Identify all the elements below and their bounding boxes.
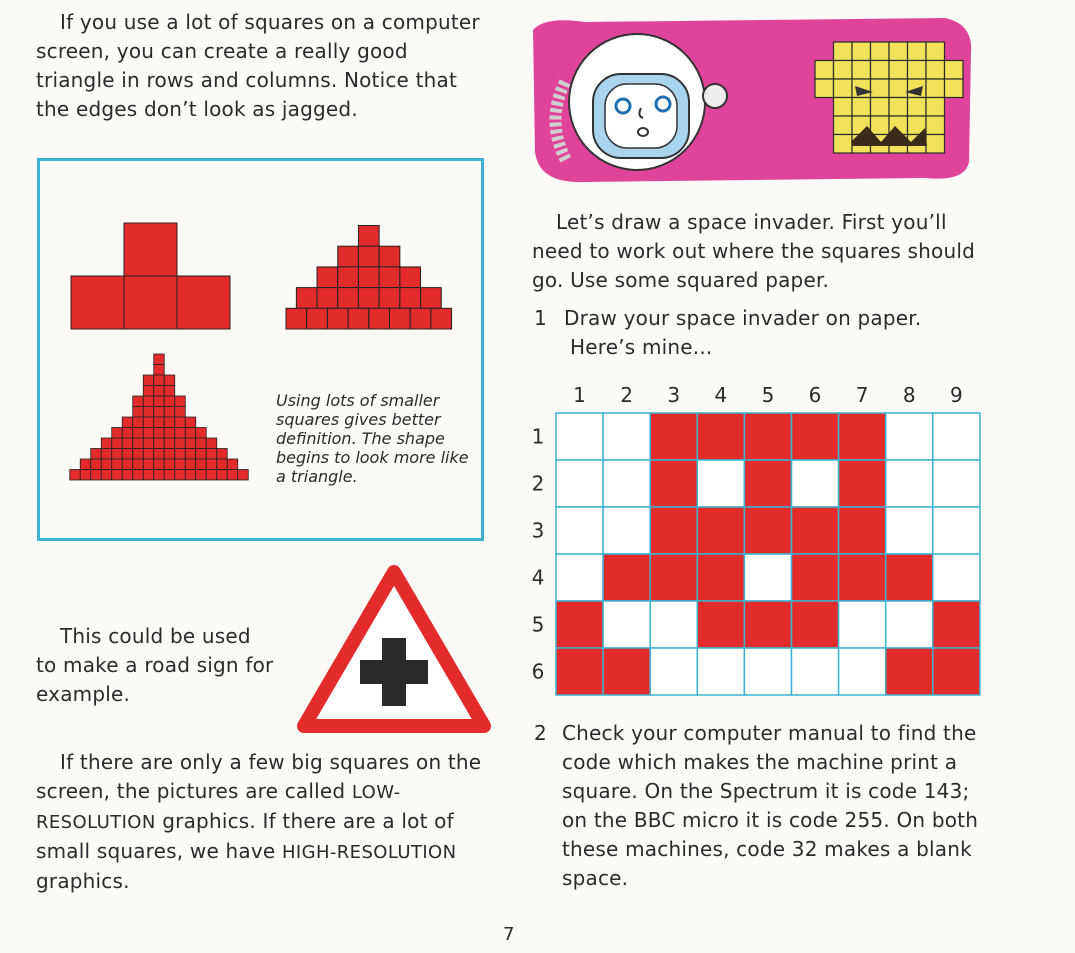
pyramid-square: [206, 470, 217, 481]
pyramid-square: [122, 438, 133, 449]
pyramid-square: [122, 470, 133, 481]
pyramid-square: [112, 428, 123, 439]
pyramid-square: [122, 417, 133, 428]
row-label: 4: [531, 565, 545, 590]
monster-pixel: [834, 98, 853, 117]
grid-cell-empty: [744, 554, 791, 601]
grid-cell-filled: [839, 413, 886, 460]
low-resolution-term: LOW-RESOLUTION: [36, 782, 401, 833]
pyramid-square: [143, 449, 154, 460]
monster-pixel: [908, 42, 927, 61]
monster-pixel: [871, 98, 890, 117]
grid-cell-empty: [697, 460, 744, 507]
grid-cell-filled: [839, 507, 886, 554]
grid-cell-filled: [650, 460, 697, 507]
pyramid-square: [390, 308, 411, 329]
pyramid-square: [112, 459, 123, 470]
pyramid-square: [154, 407, 165, 418]
grid-cell-filled: [839, 460, 886, 507]
pyramid-square: [143, 407, 154, 418]
pyramid-square: [124, 223, 177, 276]
pyramid-square: [164, 470, 175, 481]
grid-cell-empty: [933, 554, 980, 601]
pyramid-square: [164, 449, 175, 460]
pyramid-square: [175, 407, 186, 418]
pyramid-square: [358, 288, 379, 309]
pyramid-square: [296, 288, 317, 309]
column-label: 1: [573, 383, 586, 407]
pyramid-square: [133, 438, 144, 449]
pyramid-square: [164, 396, 175, 407]
pyramid-square: [133, 449, 144, 460]
resolution-paragraph: [36, 748, 486, 896]
pyramid-square: [133, 407, 144, 418]
pyramid-square: [143, 438, 154, 449]
grid-cell-empty: [744, 648, 791, 695]
pyramid-square: [206, 459, 217, 470]
pyramid-square: [185, 449, 196, 460]
pyramid-square: [143, 428, 154, 439]
pyramid-square: [185, 459, 196, 470]
grid-cell-empty: [603, 507, 650, 554]
grid-cell-filled: [697, 507, 744, 554]
monster-pixel: [889, 42, 908, 61]
step1-number: 1: [534, 306, 547, 330]
pyramid-square: [175, 438, 186, 449]
grid-cell-filled: [792, 554, 839, 601]
resolution-text-part2: graphics. If there are a lot of small squares, we have: [36, 809, 454, 863]
grid-cell-filled: [886, 554, 933, 601]
monster-pixel: [834, 116, 853, 135]
pyramid-square: [196, 449, 207, 460]
pyramid-square: [175, 417, 186, 428]
monster-pixel: [889, 79, 908, 98]
pyramid-square: [338, 288, 359, 309]
grid-cell-filled: [603, 648, 650, 695]
pyramid-square: [175, 459, 186, 470]
pyramid-square: [217, 449, 228, 460]
pyramid-square: [164, 459, 175, 470]
step2-paragraph: Check your computer manual to find the code which makes the machine print a square. On the Spectrum it is code 143; on the BBC micro it is code 255. On both these machines, code 32 makes a blank space.: [562, 721, 979, 890]
road-sign-illustration: [298, 566, 490, 734]
pyramid-square: [227, 470, 238, 481]
monster-pixel: [852, 98, 871, 117]
grid-cell-empty: [556, 507, 603, 554]
resolution-text-part3: graphics.: [36, 869, 130, 893]
pyramid-square: [185, 417, 196, 428]
monster-pixel: [871, 116, 890, 135]
grid-cell-filled: [792, 413, 839, 460]
pyramid-square: [379, 288, 400, 309]
monster-pixel: [926, 135, 945, 154]
pyramid-square: [80, 459, 91, 470]
pyramid-square: [185, 438, 196, 449]
monster-pixel: [926, 42, 945, 61]
pyramid-square: [154, 417, 165, 428]
pyramid-square: [421, 288, 442, 309]
triangle-figure-box: [37, 158, 484, 541]
pyramid-square: [238, 470, 249, 481]
pyramid-square: [177, 276, 230, 329]
pyramid-square: [143, 459, 154, 470]
monster-pixel: [852, 61, 871, 80]
grid-cell-filled: [697, 554, 744, 601]
pyramid-square: [317, 288, 338, 309]
monster-pixel: [889, 98, 908, 117]
pyramid-square: [154, 470, 165, 481]
column-label: 9: [949, 383, 963, 407]
grid-cell-filled: [650, 507, 697, 554]
column-label: 7: [855, 383, 869, 407]
grid-cell-filled: [650, 554, 697, 601]
pixel-monster: [815, 42, 963, 153]
pyramid-square: [175, 428, 186, 439]
pyramid-square: [217, 459, 228, 470]
pyramid-square: [338, 267, 359, 288]
pyramid-square: [91, 459, 102, 470]
step1-line1: Draw your space invader on paper.: [564, 306, 922, 330]
grid-cell-filled: [792, 601, 839, 648]
monster-pixel: [908, 61, 927, 80]
grid-cell-filled: [839, 554, 886, 601]
pyramid-square: [143, 417, 154, 428]
grid-cell-empty: [792, 460, 839, 507]
pyramid-square: [154, 438, 165, 449]
pyramid-square: [185, 428, 196, 439]
pyramid-square: [164, 386, 175, 397]
monster-pixel: [945, 79, 964, 98]
row-label: 5: [531, 612, 545, 637]
road-sign-paragraph: This could be used to make a road sign for example.: [36, 624, 274, 706]
monster-pixel: [945, 61, 964, 80]
pyramid-square: [338, 246, 359, 267]
pyramid-square: [217, 470, 228, 481]
grid-cell-empty: [933, 413, 980, 460]
grid-cell-filled: [792, 507, 839, 554]
monster-pixel: [926, 61, 945, 80]
pyramid-square: [227, 459, 238, 470]
pyramid-square: [143, 386, 154, 397]
pyramid-square: [358, 267, 379, 288]
pyramid-square: [122, 449, 133, 460]
grid-cell-filled: [933, 648, 980, 695]
pyramid-square: [70, 470, 81, 481]
monster-pixel: [926, 98, 945, 117]
medium-squares-shape: [286, 226, 452, 330]
grid-cell-empty: [603, 413, 650, 460]
monster-pixel: [908, 98, 927, 117]
monster-pixel: [871, 79, 890, 98]
pyramid-square: [133, 428, 144, 439]
pyramid-square: [164, 375, 175, 386]
pyramid-square: [164, 438, 175, 449]
monster-pixel: [926, 116, 945, 135]
pyramid-square: [71, 276, 124, 329]
pyramid-square: [327, 308, 348, 329]
grid-cell-empty: [792, 648, 839, 695]
monster-pixel: [871, 61, 890, 80]
grid-cell-empty: [650, 601, 697, 648]
grid-cell-filled: [744, 601, 791, 648]
pyramid-square: [101, 449, 112, 460]
pyramid-square: [379, 267, 400, 288]
pyramid-square: [133, 459, 144, 470]
pyramid-square: [400, 267, 421, 288]
pyramid-square: [196, 428, 207, 439]
grid-cell-empty: [650, 648, 697, 695]
astronaut-illustration: [525, 12, 975, 184]
column-label: 6: [808, 383, 822, 407]
monster-pixel: [834, 42, 853, 61]
pyramid-square: [91, 470, 102, 481]
column-label: 5: [761, 383, 775, 407]
grid-cell-filled: [933, 601, 980, 648]
grid-svg: [520, 380, 990, 700]
pyramid-square: [122, 428, 133, 439]
step1-line2: Here’s mine...: [570, 335, 713, 359]
pyramid-square: [317, 267, 338, 288]
pyramid-square: [154, 396, 165, 407]
grid-cell-filled: [744, 507, 791, 554]
pyramid-square: [164, 417, 175, 428]
grid-cell-filled: [697, 413, 744, 460]
monster-pixel: [834, 135, 853, 154]
pyramid-square: [307, 308, 328, 329]
grid-cell-filled: [603, 554, 650, 601]
pyramid-square: [400, 288, 421, 309]
monster-pixel: [834, 61, 853, 80]
pyramid-square: [101, 438, 112, 449]
pyramid-square: [101, 459, 112, 470]
pyramid-square: [196, 438, 207, 449]
grid-cell-filled: [556, 648, 603, 695]
grid-cell-empty: [933, 507, 980, 554]
grid-cell-empty: [839, 648, 886, 695]
pyramid-square: [143, 470, 154, 481]
pyramid-square: [154, 365, 165, 376]
grid-cell-filled: [650, 413, 697, 460]
grid-cell-filled: [744, 413, 791, 460]
invader-intro-paragraph: Let’s draw a space invader. First you’ll need to work out where the squares should go. Use some squared paper.: [532, 210, 975, 292]
grid-cell-filled: [886, 648, 933, 695]
grid-cell-empty: [886, 413, 933, 460]
pyramid-square: [154, 386, 165, 397]
pyramid-square: [154, 428, 165, 439]
pyramid-square: [164, 407, 175, 418]
monster-pixel: [871, 42, 890, 61]
monster-pixel: [852, 42, 871, 61]
pyramid-square: [133, 417, 144, 428]
pyramid-square: [196, 459, 207, 470]
grid-cell-empty: [556, 554, 603, 601]
pyramid-square: [124, 276, 177, 329]
column-label: 3: [667, 383, 681, 407]
pyramid-square: [112, 449, 123, 460]
page-number: 7: [503, 924, 515, 945]
pyramid-square: [143, 375, 154, 386]
row-label: 3: [531, 518, 545, 543]
pyramid-square: [154, 459, 165, 470]
figure-caption: Using lots of smaller squares gives better definition. The shape begins to look more like a triangle.: [276, 391, 469, 486]
grid-cell-empty: [603, 601, 650, 648]
pyramid-square: [133, 396, 144, 407]
pyramid-square: [206, 438, 217, 449]
pyramid-square: [101, 470, 112, 481]
grid-cell-filled: [556, 601, 603, 648]
pyramid-square: [122, 459, 133, 470]
high-resolution-term: HIGH-RESOLUTION: [281, 842, 457, 863]
grid-cell-empty: [839, 601, 886, 648]
pyramid-square: [206, 449, 217, 460]
pyramid-square: [154, 375, 165, 386]
pyramid-square: [154, 354, 165, 365]
pyramid-square: [358, 246, 379, 267]
pyramid-square: [175, 449, 186, 460]
grid-cell-filled: [744, 460, 791, 507]
monster-pixel: [926, 79, 945, 98]
pyramid-square: [348, 308, 369, 329]
grid-cell-empty: [697, 648, 744, 695]
grid-cell-filled: [697, 601, 744, 648]
column-label: 8: [902, 383, 916, 407]
pyramid-square: [379, 246, 400, 267]
pyramid-square: [185, 470, 196, 481]
grid-cell-empty: [933, 460, 980, 507]
pyramid-square: [112, 438, 123, 449]
resolution-text-part1: If there are only a few big squares on the screen, the pictures are called: [36, 750, 482, 803]
monster-pixel: [815, 79, 834, 98]
step2-number: 2: [534, 721, 547, 745]
column-label: 2: [620, 383, 634, 407]
pyramid-square: [164, 428, 175, 439]
row-label: 2: [531, 471, 545, 496]
row-label: 1: [531, 424, 545, 449]
intro-paragraph: If you use a lot of squares on a computer screen, you can create a really good triangle in rows and columns. Notice that the edges don’t look as jagged.: [36, 10, 480, 121]
pyramid-square: [410, 308, 431, 329]
monster-pixel: [834, 79, 853, 98]
monster-pixel: [889, 61, 908, 80]
grid-cell-empty: [886, 601, 933, 648]
grid-cell-empty: [556, 460, 603, 507]
pyramid-square: [91, 449, 102, 460]
grid-cell-empty: [886, 507, 933, 554]
small-squares-shape: [70, 354, 249, 480]
pyramid-square: [112, 470, 123, 481]
pyramid-square: [80, 470, 91, 481]
pyramid-square: [431, 308, 452, 329]
pyramid-square: [358, 226, 379, 247]
big-squares-shape: [71, 223, 230, 329]
grid-cell-empty: [556, 413, 603, 460]
row-label: 6: [531, 659, 545, 684]
pyramid-square: [196, 470, 207, 481]
pyramid-square: [133, 470, 144, 481]
pyramid-square: [154, 449, 165, 460]
pyramid-square: [175, 470, 186, 481]
column-label: 4: [714, 383, 728, 407]
pyramid-square: [369, 308, 390, 329]
pyramid-square: [143, 396, 154, 407]
pyramid-square: [286, 308, 307, 329]
pyramid-square: [175, 396, 186, 407]
grid-cell-empty: [603, 460, 650, 507]
space-invader-grid: [520, 380, 990, 700]
grid-cell-empty: [886, 460, 933, 507]
monster-pixel: [815, 61, 834, 80]
